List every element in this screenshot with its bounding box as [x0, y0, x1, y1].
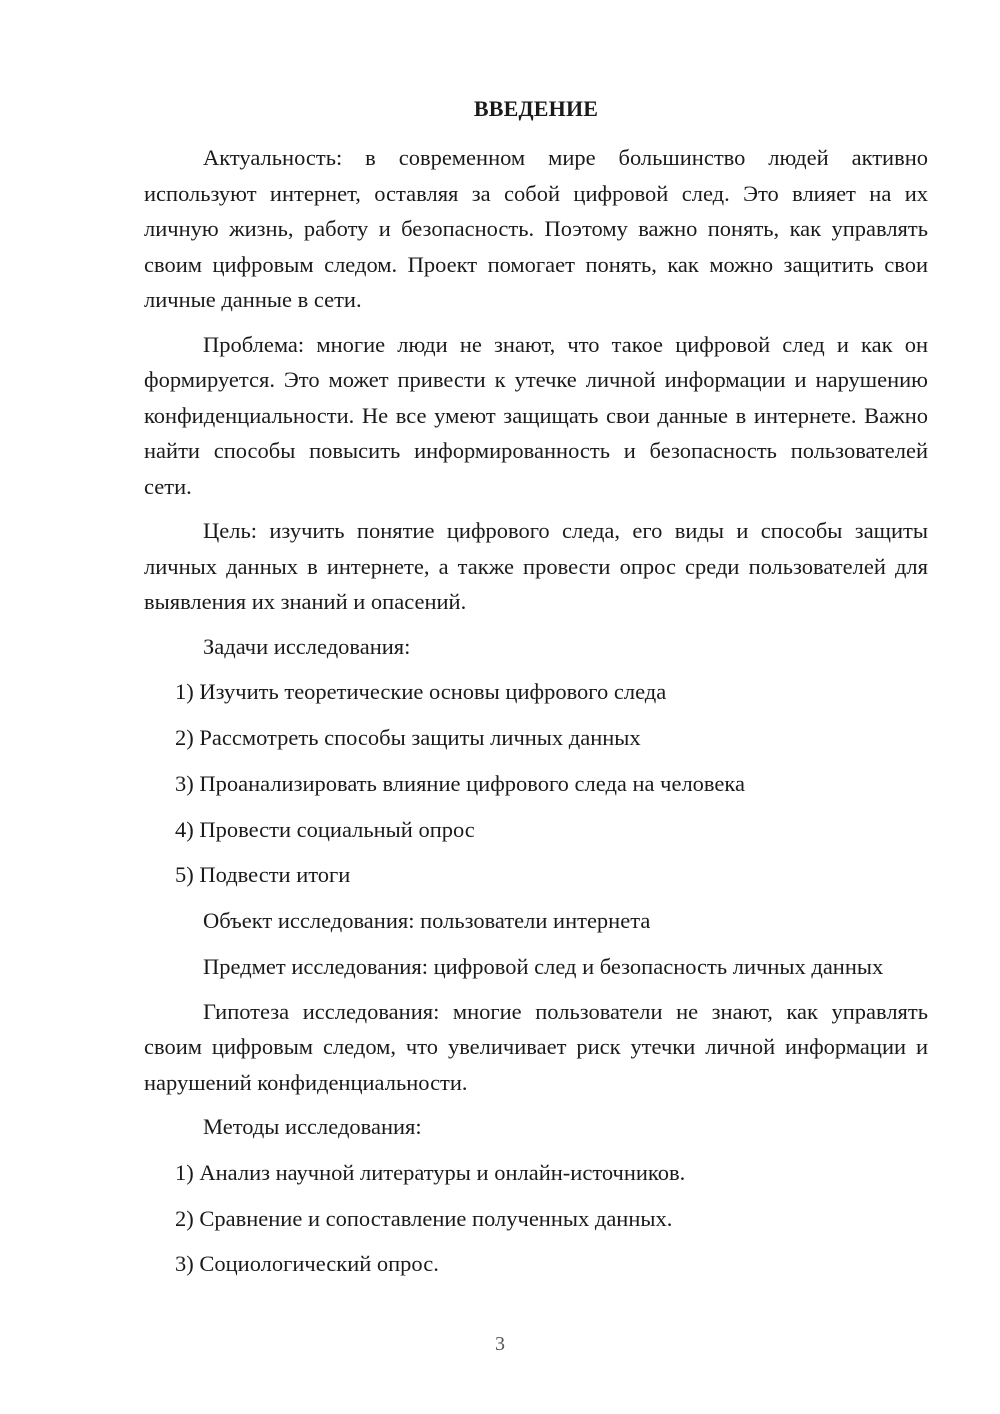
- methods-list: [144, 1155, 928, 1283]
- tasks-heading: Задачи исследования:: [203, 633, 411, 659]
- relevance-paragraph: Актуальность: в современном мире большинство людей активно используют интернет, оставляя за собой цифровой след. Это влияет на их личную жизнь, работу и безопасность. Поэтому важно понять, как управлять своим цифровым следом. Проект помогает понять, как можно защитить свои личные данные в сети.: [144, 145, 928, 312]
- method-item: 1) Анализ научной литературы и онлайн-источников.: [175, 1159, 686, 1185]
- page-title: ВВЕДЕНИЕ: [473, 96, 599, 121]
- tasks-list: [144, 674, 928, 893]
- task-item: 5) Подвести итоги: [175, 862, 351, 888]
- method-item: 2) Сравнение и сопоставление полученных данных.: [175, 1205, 673, 1231]
- task-item: 2) Рассмотреть способы защиты личных данных: [175, 725, 641, 751]
- hypothesis-paragraph: Гипотеза исследования: многие пользователи не знают, как управлять своим цифровым следом, что увеличивает риск утечки личной информации и нарушений конфиденциальности.: [144, 998, 928, 1095]
- task-item: 4) Провести социальный опрос: [175, 816, 475, 842]
- task-item: 1) Изучить теоретические основы цифрового следа: [175, 679, 667, 705]
- methods-heading: Методы исследования:: [203, 1114, 422, 1140]
- subject-paragraph: Предмет исследования: цифровой след и безопасность личных данных: [203, 954, 884, 980]
- problem-paragraph: Проблема: многие люди не знают, что такое цифровой след и как он формируется. Это может привести к утечке личной информации и нарушению конфиденциальности. Не все умеют защищать свои данные в интернете. Важно найти способы повысить информированность и безопасность пользователей сети.: [144, 331, 928, 499]
- page-number: 3: [495, 1333, 505, 1355]
- method-item: 3) Социологический опрос.: [175, 1251, 439, 1277]
- page-content: [144, 92, 928, 1292]
- task-item: 3) Проанализировать влияние цифрового следа на человека: [175, 770, 745, 796]
- goal-paragraph: Цель: изучить понятие цифрового следа, его виды и способы защиты личных данных в интернете, а также провести опрос среди пользователей для выявления их знаний и опасений.: [144, 518, 928, 614]
- object-paragraph: Объект исследования: пользователи интернета: [203, 908, 651, 934]
